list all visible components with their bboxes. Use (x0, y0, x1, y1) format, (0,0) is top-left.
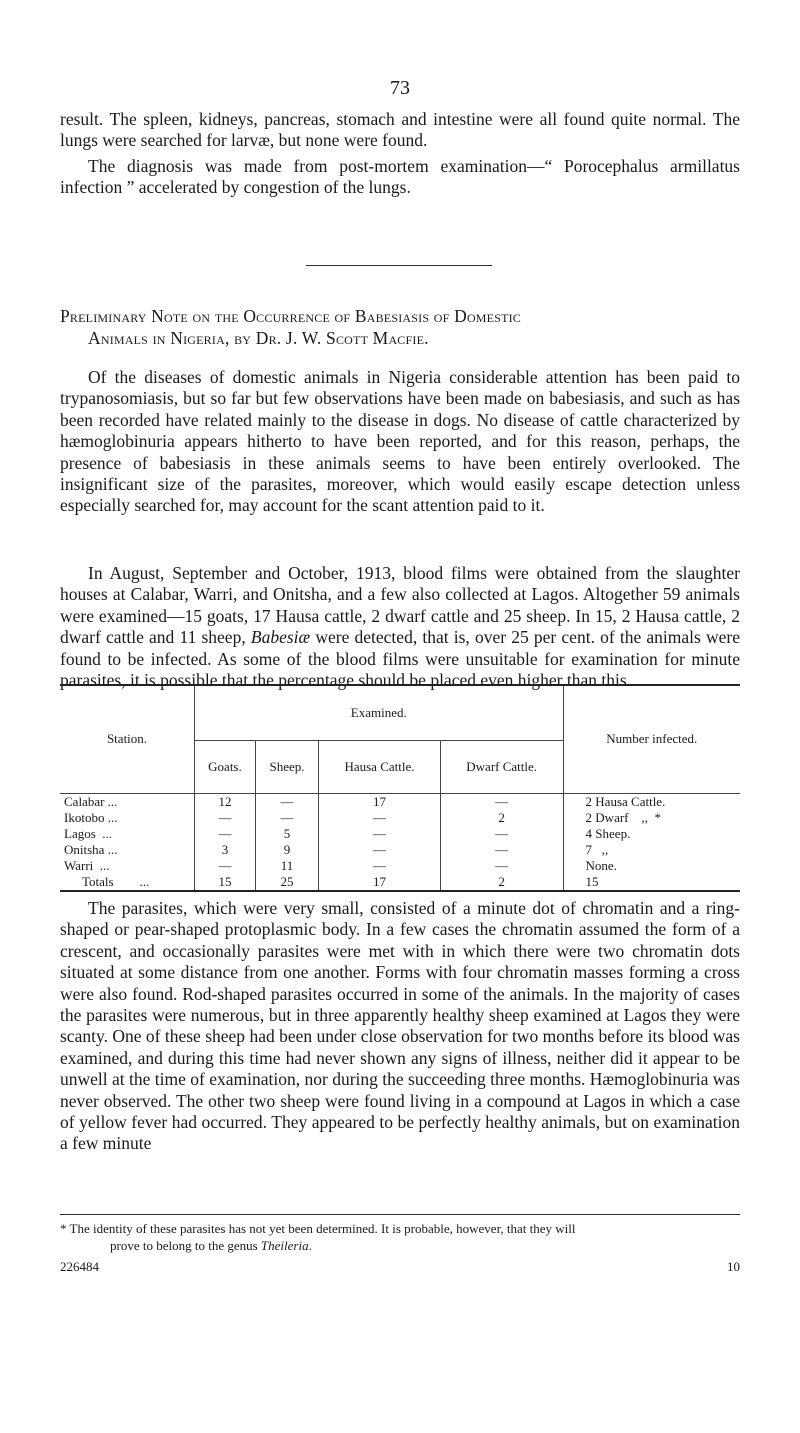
theileria-italic: Theileria (260, 1238, 309, 1253)
infected-header: Number infected. (563, 685, 740, 793)
station-cell: Calabar ... (60, 793, 195, 810)
totals-label: Totals (82, 873, 114, 889)
dwarf-cell: — (440, 826, 563, 842)
table-row (60, 810, 740, 826)
table-row (60, 858, 740, 874)
infected-cell: None. (585, 857, 617, 873)
intro-paragraph-1: result. The spleen, kidneys, pancreas, stomach and intestine were all found quite normal. The lungs were searched for larvæ, but none were found. (60, 109, 740, 151)
dwarf-cell: — (440, 793, 563, 810)
article-title-line-1: Preliminary Note on the Occurrence of Babesiasis of Domestic (60, 306, 522, 326)
paragraph-text (60, 563, 740, 691)
hausa-cell: — (319, 842, 441, 858)
hausa-cattle-header: Hausa Cattle. (319, 740, 441, 793)
article-title (60, 305, 740, 349)
goats-cell: 3 (195, 842, 256, 858)
page-number: 73 (390, 77, 410, 99)
infected-cell: 2 Hausa Cattle. (585, 793, 666, 809)
totals-dwarf: 2 (440, 874, 563, 891)
footnote-line-2-end: . (308, 1238, 312, 1253)
signature-mark: 10 (727, 1259, 740, 1274)
totals-leader-dots: ... (139, 873, 150, 889)
examination-table (60, 684, 740, 892)
sheep-cell: 9 (255, 842, 318, 858)
sheep-header: Sheep. (255, 740, 318, 793)
sheep-cell: — (255, 793, 318, 810)
hausa-cell: 17 (319, 793, 441, 810)
station-cell: Lagos ... (60, 826, 195, 842)
paragraph-text: Of the diseases of domestic animals in Nigeria considerable attention has been paid to trypanosomiasis, but so far but few observations have been made on babesiasis, and such as has been recorded have related mainly to the disease in dogs. No disease of cattle characterized by hæmoglobinuria appears hitherto to have been reported, and for this reason, perhaps, the presence of babesiasis in these animals seems to have been entirely overlooked. The insignificant size of the parasites, moreover, which would easily escape detection unless especially searched for, may account for the scant attention paid to it. (60, 367, 740, 516)
hausa-cell: — (319, 826, 441, 842)
table-row (60, 826, 740, 842)
goats-cell: — (195, 826, 256, 842)
sheep-cell: 11 (255, 858, 318, 874)
babesiae-italic: Babesiæ (250, 627, 311, 648)
totals-goats: 15 (195, 874, 256, 891)
table-row (60, 793, 740, 810)
intro-paragraph-2: The diagnosis was made from post-mortem examination—“ Porocephalus armillatus infection ” accelerated by congestion of the lungs. (60, 155, 740, 198)
totals-hausa: 17 (319, 874, 441, 891)
paragraph-text-part-2: were detected, that is, over 25 per cent. of the animals were found to be infected. As some of the blood films were unsuitable for examination for minute parasites, it is possible that the percentage should be placed even higher than this. (60, 627, 740, 691)
article-title-line-2: Animals in Nigeria, by Dr. J. W. Scott Macfie. (88, 328, 429, 348)
section-divider (306, 265, 492, 266)
totals-label-cell (60, 874, 195, 891)
footnote-divider (60, 1214, 740, 1215)
dwarf-cattle-header: Dwarf Cattle. (440, 740, 563, 793)
article-paragraph-1 (60, 367, 740, 517)
paragraph-text-part-1: In August, September and October, 1913, blood films were obtained from the slaughter houses at Calabar, Warri, and Onitsha, and a few also collected at Lagos. Altogether 59 animals were examined—15 goats, 17 Hausa cattle, 2 dwarf cattle and 25 sheep. In 15, 2 Hausa cattle, 2 dwarf cattle and 11 sheep, (60, 563, 740, 648)
intro-section (60, 109, 740, 199)
footnote-line-2 (60, 1237, 740, 1254)
infected-cell: 7 ,, (585, 841, 609, 857)
table-row (60, 842, 740, 858)
station-cell: Ikotobo ... (60, 810, 195, 826)
goats-cell: — (195, 858, 256, 874)
dwarf-cell: 2 (440, 810, 563, 826)
dwarf-cell: — (440, 842, 563, 858)
infected-cell: 2 Dwarf ,, * (585, 809, 662, 825)
station-header: Station. (60, 685, 195, 793)
infected-cell: 4 Sheep. (585, 825, 631, 841)
footnote-line-2-text: prove to belong to the genus (110, 1238, 261, 1253)
paragraph-text: The parasites, which were very small, consisted of a minute dot of chromatin and a ring-shaped or pear-shaped protoplasmic body. In a few cases the chromatin assumed the form of a crescent, and occasionally parasites were met with in which there were two chromatin dots situated at some distance from one another. Forms with four chromatin masses forming a cross were also found. Rod-shaped parasites occurred in some of the animals. In the majority of cases the parasites were numerous, but in three apparently healthy sheep examined at Lagos they were scanty. One of these sheep had been under close observation for two months before its blood was examined, and during this time had never shown any signs of illness, neither did it appear to be unwell at the time of examination, nor during the succeeding three months. Hæmoglobinuria was never observed. The other two sheep were found living in a compound at Lagos in which a case of yellow fever had occurred. They appeared to be perfectly healthy animals, but on examination a few minute (60, 898, 740, 1154)
print-code: 226484 (60, 1259, 99, 1274)
examined-header: Examined. (195, 685, 564, 740)
footnote (60, 1220, 740, 1254)
article-paragraph-2 (60, 563, 740, 691)
station-cell: Warri ... (60, 858, 195, 874)
goats-cell: 12 (195, 793, 256, 810)
dwarf-cell: — (440, 858, 563, 874)
goats-cell: — (195, 810, 256, 826)
totals-sheep: 25 (255, 874, 318, 891)
totals-infected: 15 (563, 874, 740, 891)
footnote-line-1: * The identity of these parasites has not yet been determined. It is probable, however, that they will (60, 1221, 576, 1236)
goats-header: Goats. (195, 740, 256, 793)
hausa-cell: — (319, 810, 441, 826)
totals-row (60, 874, 740, 891)
page-footer (60, 1259, 740, 1275)
sheep-cell: — (255, 810, 318, 826)
station-cell: Onitsha ... (60, 842, 195, 858)
hausa-cell: — (319, 858, 441, 874)
article-paragraph-3 (60, 898, 740, 1155)
sheep-cell: 5 (255, 826, 318, 842)
